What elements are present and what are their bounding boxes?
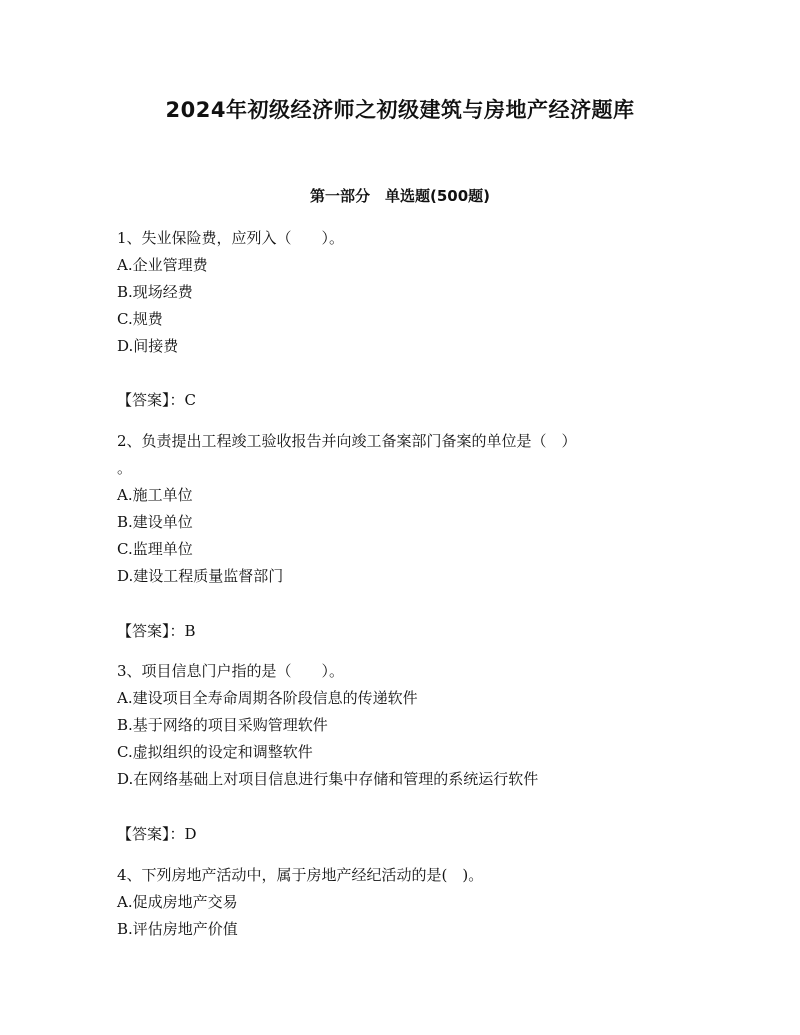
- question-2-option-d: D.建设工程质量监督部门: [117, 567, 284, 585]
- question-3-option-d: D.在网络基础上对项目信息进行集中存储和管理的系统运行软件: [117, 770, 539, 788]
- question-1-option-b: B.现场经费: [117, 283, 193, 301]
- section-title: 第一部分 单选题(500题): [309, 187, 491, 205]
- question-1-option-d: D.间接费: [117, 337, 179, 355]
- question-4-option-b: B.评估房地产价值: [117, 920, 238, 938]
- question-3-option-a: A.建设项目全寿命周期各阶段信息的传递软件: [117, 689, 418, 707]
- question-3-stem: 3、项目信息门户指的是（ ）。: [117, 662, 345, 680]
- question-2-option-b: B.建设单位: [117, 513, 193, 531]
- question-3-option-b: B.基于网络的项目采购管理软件: [117, 716, 328, 734]
- question-2-option-a: A.施工单位: [117, 486, 193, 504]
- document-title: 2024年初级经济师之初级建筑与房地产经济题库: [165, 98, 635, 122]
- question-2-stem: 2、负责提出工程竣工验收报告并向竣工备案部门备案的单位是（ ）: [117, 432, 577, 450]
- question-3-option-c: C.虚拟组织的设定和调整软件: [117, 743, 313, 761]
- question-1-option-a: A.企业管理费: [117, 256, 208, 274]
- question-1-answer: 【答案】：C: [117, 391, 196, 409]
- question-2-answer: 【答案】：B: [117, 622, 196, 640]
- question-1-stem: 1、失业保险费，应列入（ ）。: [117, 229, 345, 247]
- question-2-stem-continuation: 。: [117, 459, 133, 477]
- question-4-option-a: A.促成房地产交易: [117, 893, 238, 911]
- question-1-option-c: C.规费: [117, 310, 163, 328]
- question-3-answer: 【答案】：D: [117, 825, 197, 843]
- question-2-option-c: C.监理单位: [117, 540, 193, 558]
- question-4-stem: 4、下列房地产活动中，属于房地产经纪活动的是( )。: [117, 866, 484, 884]
